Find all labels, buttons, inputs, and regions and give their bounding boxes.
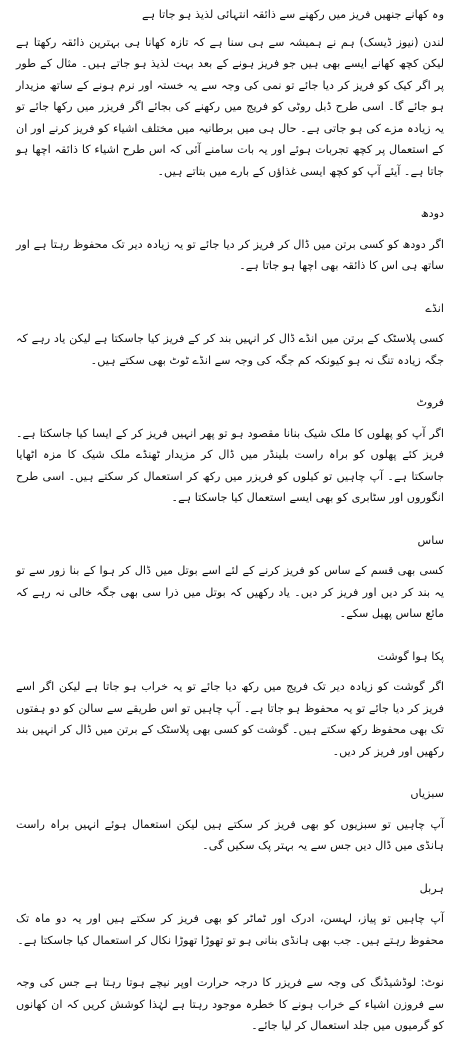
article-intro: لندن (نیوز ڈیسک) ہم نے ہمیشہ سے ہی سنا ہے کہ تازہ کھانا ہی بہترین ذائقہ رکھتا ہے لیکن کچھ کھانے ایسے بھی ہیں جو فریز ہونے کے بعد بہت لذیذ ہو جاتے ہیں۔ مثال کے طور پر اگر کیک کو فریز کر دیا جائے تو نمی کی وجہ سے یہ خستہ اور نرم ہونے کے ساتھ مزیدار ہو جائے گا۔ اسی طرح ڈبل روٹی کو فریج میں رکھنے کی بجائے اگر فریزر میں رکھا جائے تو یہ زیادہ مزے کی ہو جاتی ہے۔ حال ہی میں برطانیہ میں مختلف اشیاء کو فریز کرنے اور ان کے استعمال پر کچھ تجربات ہوئے اور یہ بات سامنے آئی کہ اس طرح اشیاء کا ذائقہ اچھا ہو جاتا ہے۔ آیئے آپ کو کچھ ایسی غذاؤں کے بارے میں بتاتے ہیں۔ [16, 35, 444, 178]
section-heading-fruit: فروٹ [416, 396, 444, 409]
section-text-eggs: کسی پلاسٹک کے برتن میں انڈے ڈال کر انہیں بند کر کے فریز کیا جاسکتا ہے لیکن یاد رہے کہ جگہ زیادہ تنگ نہ ہو کیونکہ کم جگہ کی وجہ سے انڈے ٹوٹ بھی سکتے ہیں۔ [16, 332, 444, 367]
section-heading-cooked-meat: پکا ہوا گوشت [377, 649, 444, 663]
section-heading-vegetables: سبزیاں [410, 787, 444, 800]
article [8, 0, 452, 1037]
section-text-herbal: آپ چاہیں تو پیاز، لہسن، ادرک اور ٹماٹر کو بھی فریز کر سکتے ہیں اور یہ دو ماہ تک محفوظ رہتے ہیں۔ جب بھی ہانڈی بنانی ہو تو تھوڑا تھوڑا نکال کر استعمال کیا جاسکتا ہے۔ [16, 912, 444, 947]
section-text-vegetables: آپ چاہیں تو سبزیوں کو بھی فریز کر سکتے ہیں لیکن استعمال ہوئے انہیں براہ راست ہانڈی میں ڈال دیں جس سے یہ بہتر پک سکیں گی۔ [16, 817, 444, 852]
article-note: نوٹ: لوڈشیڈنگ کی وجہ سے فریزر کا درجہ حرارت اوپر نیچے ہوتا رہتا ہے جس کی وجہ سے فروزن اشیاء کے خراب ہونے کا خطرہ موجود رہتا ہے لہٰذا کوشش کریں کہ ان کھانوں کو گرمیوں میں جلد استعمال کر لیا جائے۔ [16, 976, 444, 1032]
section-text-cooked-meat: اگر گوشت کو زیادہ دیر تک فریج میں رکھ دیا جائے تو یہ خراب ہو جاتا ہے لیکن اگر اسے فریز کر دیا جائے تو یہ محفوظ ہو جاتا ہے۔ آپ چاہیں تو اس طریقے سے سالن کو دو ہفتوں تک بھی محفوظ رکھ سکتے ہیں۔ گوشت کو کسی بھی پلاسٹک کے برتن میں ڈال کر انہیں بند رکھیں اور فریز کر دیں۔ [16, 680, 444, 758]
section-text-milk: اگر دودھ کو کسی برتن میں ڈال کر فریز کر دیا جائے تو یہ زیادہ دیر تک محفوظ رہتا ہے اور ساتھ ہی اس کا ذائقہ بھی اچھا ہو جاتا ہے۔ [16, 237, 444, 272]
section-heading-eggs: انڈے [425, 301, 444, 315]
section-heading-herbal: ہربل [419, 881, 444, 895]
section-text-fruit: اگر آپ کو پھلوں کا ملک شیک بنانا مقصود ہو تو پھر انہیں فریز کر کے ایسا کیا جاسکتا ہے۔ فریز کئے پھلوں کو براہ راست بلینڈر میں ڈال کر مزیدار ٹھنڈے ملک شیک کا مزہ اٹھایا جاسکتا ہے۔ آپ چاہیں تو کیلوں کو فریزر میں رکھ کر استعمال کر سکتے ہیں۔ اسی طرح انگوروں اور سٹابری کو بھی ایسے استعمال کیا جاسکتا ہے۔ [16, 426, 444, 504]
section-heading-milk: دودھ [420, 207, 444, 220]
section-heading-sauce: ساس [417, 533, 444, 547]
article-title: وہ کھانے جنھیں فریز میں رکھنے سے ذائقہ انتہائی لذیذ ہو جاتا ہے [142, 8, 444, 21]
section-text-sauce: کسی بھی قسم کے ساس کو فریز کرنے کے لئے اسے بوتل میں ڈال کر ہوا کے بنا زور سے تو یہ بند کر دیں اور فریز کر دیں۔ یاد رکھیں کہ بوتل میں ذرا سی بھی جگہ خالی نہ رہے کہ مائع ساس پھیل سکے۔ [16, 564, 444, 620]
